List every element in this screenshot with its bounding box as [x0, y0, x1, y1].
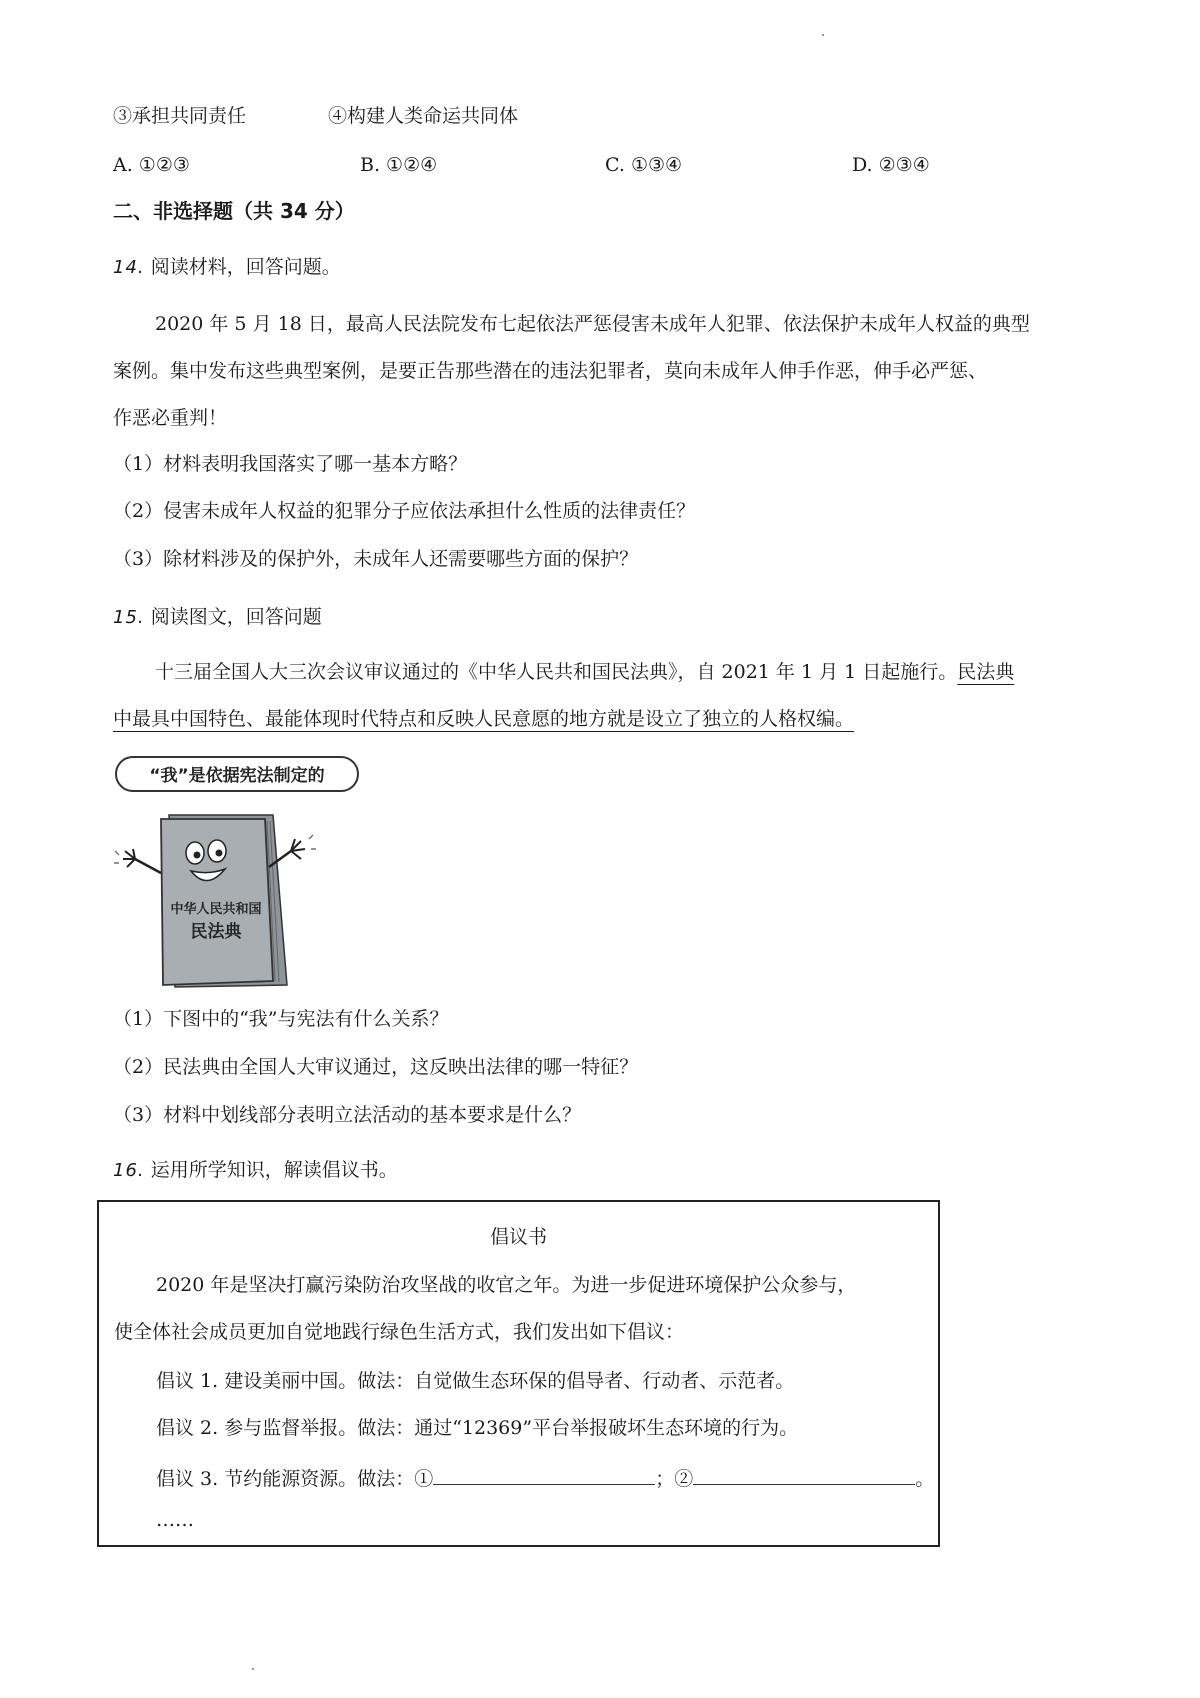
scan-speck	[822, 34, 824, 36]
option-item-3: ③承担共同责任	[113, 105, 247, 127]
q16-heading	[113, 1157, 398, 1184]
q14-prompt: 阅读材料，回答问题。	[150, 256, 341, 278]
proposal-para-line1: 2020 年是坚决打赢污染防治攻坚战的收官之年。为进一步促进环境保护公众参与，	[156, 1274, 857, 1296]
book-character-graphic	[113, 755, 363, 990]
book-title-line1: 中华人民共和国	[170, 902, 262, 917]
q16-prompt: 运用所学知识，解读倡议书。	[150, 1159, 398, 1181]
choice-d: D. ②③④	[852, 154, 930, 176]
proposal-ellipsis: ……	[156, 1509, 194, 1531]
choice-a: A. ①②③	[113, 154, 190, 176]
proposal-item3	[156, 1464, 934, 1492]
book-title-line2: 民法典	[190, 922, 242, 942]
proposal-title: 倡议书	[489, 1226, 547, 1248]
q15-sub3: （3）材料中划线部分表明立法活动的基本要求是什么？	[113, 1104, 582, 1126]
q14-sub2: （2）侵害未成年人权益的犯罪分子应依法承担什么性质的法律责任？	[113, 500, 696, 522]
civil-code-illustration	[113, 755, 363, 990]
proposal-box	[97, 1200, 940, 1547]
bubble-text: “我”是依据宪法制定的	[149, 766, 325, 786]
scan-speck	[252, 1668, 254, 1670]
q14-sub1: （1）材料表明我国落实了哪一基本方略？	[113, 453, 468, 475]
q16-number: 16.	[113, 1160, 145, 1181]
q15-para-line1a: 十三届全国人大三次会议审议通过的《中华人民共和国民法典》，自 2021 年 1 月 1 日起施行。	[155, 661, 958, 683]
section-title: 二、非选择题（共 34 分）	[113, 199, 355, 223]
q15-para-line1	[155, 659, 1014, 685]
proposal-item2: 倡议 2. 参与监督举报。做法：通过“12369”平台举报破坏生态环境的行为。	[156, 1417, 799, 1439]
choice-c: C. ①③④	[605, 154, 683, 176]
q15-sub2: （2）民法典由全国人大审议通过，这反映出法律的哪一特征？	[113, 1056, 639, 1078]
q14-para-line1: 2020 年 5 月 18 日，最高人民法院发布七起依法严惩侵害未成年人犯罪、依法保护未成年人权益的典型	[155, 313, 1030, 335]
q14-para-line3: 作恶必重判！	[113, 407, 228, 429]
item3-prefix: 倡议 3. 节约能源资源。做法：①	[156, 1468, 434, 1490]
q15-para-line2-underlined: 中最具中国特色、最能体现时代特点和反映人民意愿的地方就是设立了独立的人格权编。	[113, 708, 855, 730]
left-hand	[123, 849, 135, 867]
q15-sub1: （1）下图中的“我”与宪法有什么关系？	[113, 1008, 449, 1030]
item3-mid: ；②	[655, 1468, 694, 1490]
q14-heading	[113, 254, 341, 281]
q15-underlined-start: 民法典	[957, 661, 1015, 683]
q14-sub3: （3）除材料涉及的保护外，未成年人还需要哪些方面的保护？	[113, 548, 639, 570]
q14-para-line2: 案例。集中发布这些典型案例，是要正告那些潜在的违法犯罪者，莫向未成年人伸手作恶，伸手必严惩、	[113, 360, 988, 382]
q15-number: 15.	[113, 607, 145, 628]
q15-heading	[113, 604, 322, 631]
q15-prompt: 阅读图文，回答问题	[150, 606, 322, 628]
item3-end: 。	[915, 1468, 935, 1490]
choice-b: B. ①②④	[360, 154, 438, 176]
proposal-item1: 倡议 1. 建设美丽中国。做法：自觉做生态环保的倡导者、行动者、示范者。	[156, 1370, 795, 1392]
q14-number: 14.	[113, 257, 145, 278]
answer-blank-2[interactable]	[693, 1464, 915, 1485]
right-hand	[291, 839, 305, 859]
answer-blank-1[interactable]	[433, 1464, 655, 1485]
proposal-para-line2: 使全体社会成员更加自觉地践行绿色生活方式，我们发出如下倡议：	[114, 1321, 685, 1343]
option-item-4: ④构建人类命运共同体	[328, 105, 519, 127]
